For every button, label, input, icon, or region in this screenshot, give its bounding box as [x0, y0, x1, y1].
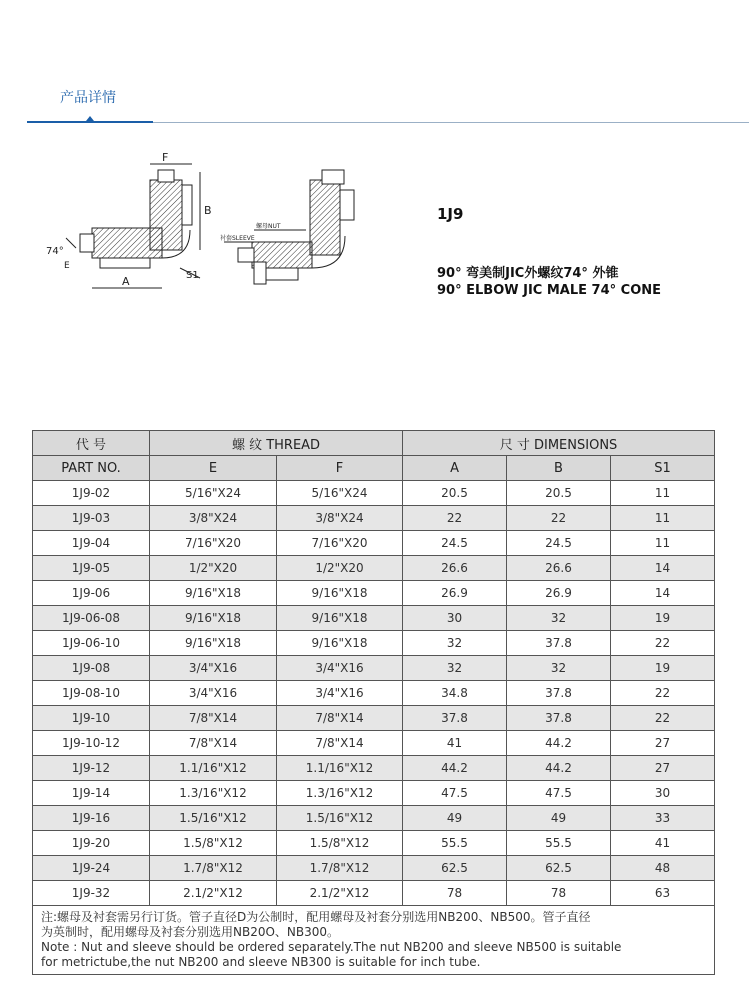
cell-dim-a: 26.9: [403, 581, 507, 606]
cell-dim-a: 26.6: [403, 556, 507, 581]
cell-dim-b: 20.5: [507, 481, 611, 506]
cell-dim-b: 78: [507, 881, 611, 906]
cell-part-no: 1J9-06: [33, 581, 150, 606]
cell-thread-f: 1.5/8"X12: [277, 831, 403, 856]
note-en-line-2: for metrictube,the nut NB200 and sleeve NB300 is suitable for inch tube.: [41, 955, 481, 969]
cell-thread-e: 7/8"X14: [150, 706, 277, 731]
table-row: [33, 781, 715, 806]
fitting-technical-drawing: [40, 150, 380, 300]
cell-dim-s1: 19: [611, 606, 715, 631]
table-row: [33, 531, 715, 556]
cell-dim-a: 62.5: [403, 856, 507, 881]
cell-dim-a: 30: [403, 606, 507, 631]
cell-part-no: 1J9-10-12: [33, 731, 150, 756]
dim-b-label: B: [204, 204, 212, 217]
cell-part-no: 1J9-08: [33, 656, 150, 681]
cell-thread-e: 1/2"X20: [150, 556, 277, 581]
cell-dim-s1: 22: [611, 631, 715, 656]
cell-thread-e: 1.7/8"X12: [150, 856, 277, 881]
cell-dim-a: 44.2: [403, 756, 507, 781]
cell-thread-e: 5/16"X24: [150, 481, 277, 506]
table-row: [33, 806, 715, 831]
cell-thread-f: 9/16"X18: [277, 606, 403, 631]
cell-thread-f: 1.3/16"X12: [277, 781, 403, 806]
cell-dim-b: 26.6: [507, 556, 611, 581]
tab-active-underline: [27, 121, 153, 123]
cell-part-no: 1J9-20: [33, 831, 150, 856]
cell-thread-f: 9/16"X18: [277, 631, 403, 656]
cell-dim-a: 32: [403, 631, 507, 656]
cell-dim-b: 26.9: [507, 581, 611, 606]
cell-thread-e: 1.5/8"X12: [150, 831, 277, 856]
table-row: [33, 856, 715, 881]
table-row: [33, 681, 715, 706]
cell-thread-e: 3/8"X24: [150, 506, 277, 531]
cell-dim-b: 44.2: [507, 756, 611, 781]
cell-thread-f: 5/16"X24: [277, 481, 403, 506]
cell-dim-a: 47.5: [403, 781, 507, 806]
product-title-en: 90° ELBOW JIC MALE 74° CONE: [437, 283, 662, 298]
cell-dim-s1: 48: [611, 856, 715, 881]
cell-thread-e: 9/16"X18: [150, 581, 277, 606]
cell-part-no: 1J9-24: [33, 856, 150, 881]
cell-dim-b: 55.5: [507, 831, 611, 856]
cell-thread-f: 7/16"X20: [277, 531, 403, 556]
cell-part-no: 1J9-10: [33, 706, 150, 731]
table-note: [33, 906, 715, 975]
table-row: [33, 756, 715, 781]
cell-thread-f: 1.7/8"X12: [277, 856, 403, 881]
nut-label: 螺母NUT: [256, 223, 281, 230]
cell-dim-a: 20.5: [403, 481, 507, 506]
table-row: [33, 581, 715, 606]
cell-dim-a: 22: [403, 506, 507, 531]
cell-dim-a: 41: [403, 731, 507, 756]
cell-dim-a: 32: [403, 656, 507, 681]
sleeve-label: 衬套SLEEVE: [220, 235, 255, 242]
cell-thread-f: 3/8"X24: [277, 506, 403, 531]
cell-dim-s1: 11: [611, 481, 715, 506]
cell-thread-e: 7/8"X14: [150, 731, 277, 756]
table-row: [33, 706, 715, 731]
cell-thread-e: 9/16"X18: [150, 606, 277, 631]
cell-part-no: 1J9-14: [33, 781, 150, 806]
cell-part-no: 1J9-03: [33, 506, 150, 531]
header-col-s1: S1: [611, 456, 715, 481]
cell-thread-e: 7/16"X20: [150, 531, 277, 556]
cell-thread-e: 1.3/16"X12: [150, 781, 277, 806]
cell-dim-b: 24.5: [507, 531, 611, 556]
note-cn-line-1: 注:螺母及衬套需另行订货。管子直径D为公制时，配用螺母及衬套分别选用NB200、NB500。管子直径: [41, 910, 591, 924]
cell-dim-s1: 63: [611, 881, 715, 906]
dim-f-label: F: [162, 151, 169, 164]
cell-thread-e: 3/4"X16: [150, 681, 277, 706]
table-row: [33, 831, 715, 856]
header-thread: 螺 纹 THREAD: [150, 431, 403, 456]
cell-dim-a: 55.5: [403, 831, 507, 856]
cell-part-no: 1J9-04: [33, 531, 150, 556]
cell-dim-s1: 14: [611, 556, 715, 581]
cell-dim-b: 37.8: [507, 706, 611, 731]
cell-part-no: 1J9-06-10: [33, 631, 150, 656]
table-row: [33, 731, 715, 756]
cell-dim-b: 62.5: [507, 856, 611, 881]
cell-part-no: 1J9-06-08: [33, 606, 150, 631]
cell-dim-s1: 33: [611, 806, 715, 831]
header-col-b: B: [507, 456, 611, 481]
header-dimensions: 尺 寸 DIMENSIONS: [403, 431, 715, 456]
dim-s1-label: S1: [186, 270, 199, 281]
table-row: [33, 631, 715, 656]
cell-part-no: 1J9-12: [33, 756, 150, 781]
cell-dim-s1: 22: [611, 681, 715, 706]
cell-thread-f: 1.5/16"X12: [277, 806, 403, 831]
cell-dim-s1: 14: [611, 581, 715, 606]
table-row: [33, 506, 715, 531]
cell-dim-a: 49: [403, 806, 507, 831]
cell-dim-b: 32: [507, 606, 611, 631]
cell-dim-a: 78: [403, 881, 507, 906]
dim-angle-label: 74°: [46, 246, 64, 257]
cell-dim-b: 47.5: [507, 781, 611, 806]
header-col-f: F: [277, 456, 403, 481]
cell-thread-e: 1.5/16"X12: [150, 806, 277, 831]
cell-part-no: 1J9-16: [33, 806, 150, 831]
cell-dim-a: 34.8: [403, 681, 507, 706]
header-part-cn: 代 号: [33, 431, 150, 456]
cell-dim-b: 32: [507, 656, 611, 681]
cell-dim-a: 24.5: [403, 531, 507, 556]
table-row: [33, 606, 715, 631]
dim-a-label: A: [122, 275, 130, 288]
product-title-cn: 90° 弯美制JIC外螺纹74° 外锥: [437, 266, 619, 281]
cell-thread-f: 3/4"X16: [277, 656, 403, 681]
cell-dim-a: 37.8: [403, 706, 507, 731]
header-part-en: PART NO.: [33, 456, 150, 481]
cell-dim-s1: 11: [611, 531, 715, 556]
cell-dim-s1: 41: [611, 831, 715, 856]
cell-thread-e: 9/16"X18: [150, 631, 277, 656]
cell-thread-f: 7/8"X14: [277, 706, 403, 731]
cell-thread-e: 3/4"X16: [150, 656, 277, 681]
product-code: 1J9: [437, 205, 464, 223]
cell-dim-b: 22: [507, 506, 611, 531]
cell-part-no: 1J9-32: [33, 881, 150, 906]
header-col-a: A: [403, 456, 507, 481]
note-cn-line-2: 为英制时，配用螺母及衬套分别选用NB20O、NB300。: [41, 925, 340, 939]
tab-caret-icon: [86, 116, 94, 121]
cell-dim-b: 49: [507, 806, 611, 831]
cell-thread-e: 2.1/2"X12: [150, 881, 277, 906]
cell-dim-s1: 11: [611, 506, 715, 531]
cell-thread-e: 1.1/16"X12: [150, 756, 277, 781]
table-row: [33, 656, 715, 681]
cell-dim-s1: 22: [611, 706, 715, 731]
cell-thread-f: 1.1/16"X12: [277, 756, 403, 781]
note-en-line-1: Note : Nut and sleeve should be ordered separately.The nut NB200 and sleeve NB500 is suitable: [41, 940, 622, 954]
table-row: [33, 481, 715, 506]
cell-dim-b: 44.2: [507, 731, 611, 756]
cell-thread-f: 1/2"X20: [277, 556, 403, 581]
cell-dim-s1: 30: [611, 781, 715, 806]
cell-thread-f: 3/4"X16: [277, 681, 403, 706]
table-row: [33, 556, 715, 581]
spec-table: [32, 430, 715, 975]
cell-dim-s1: 27: [611, 731, 715, 756]
cell-part-no: 1J9-02: [33, 481, 150, 506]
cell-dim-s1: 19: [611, 656, 715, 681]
cell-dim-b: 37.8: [507, 631, 611, 656]
cell-part-no: 1J9-05: [33, 556, 150, 581]
cell-thread-f: 7/8"X14: [277, 731, 403, 756]
dim-e-label: E: [64, 261, 70, 271]
cell-thread-f: 2.1/2"X12: [277, 881, 403, 906]
tab-product-details[interactable]: 产品详情: [60, 90, 116, 106]
cell-dim-b: 37.8: [507, 681, 611, 706]
table-row: [33, 881, 715, 906]
cell-thread-f: 9/16"X18: [277, 581, 403, 606]
cell-part-no: 1J9-08-10: [33, 681, 150, 706]
cell-dim-s1: 27: [611, 756, 715, 781]
header-col-e: E: [150, 456, 277, 481]
